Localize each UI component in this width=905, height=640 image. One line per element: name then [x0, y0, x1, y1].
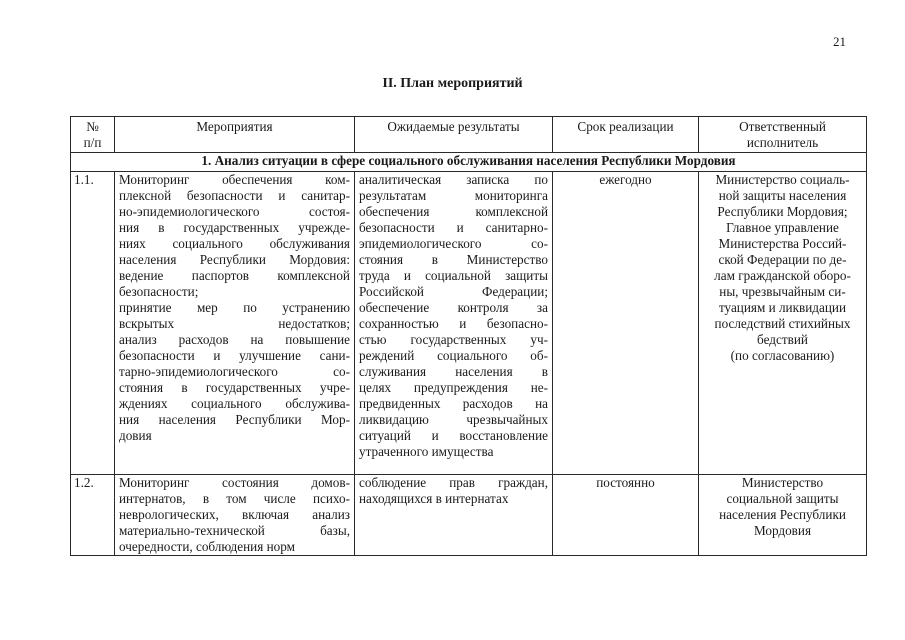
activities-cell	[115, 172, 355, 475]
activities-cell-line: анализ расходов на повышение	[119, 332, 350, 347]
results-cell-line: служивания населения в	[359, 364, 548, 379]
results-cell-line: соблюдение прав граждан,	[359, 475, 548, 490]
activities-cell	[115, 475, 355, 556]
activities-cell-line: тарно-эпидемиологического со-	[119, 364, 350, 379]
activities-cell-line: ния в государственных учрежде-	[119, 220, 350, 235]
executor-cell-line: бедствий	[757, 332, 808, 347]
executor-cell-line: ной защиты населения	[718, 188, 847, 203]
activities-cell-line: интернатов, в том числе психо-	[119, 491, 350, 506]
header-num-line1: №	[86, 119, 99, 134]
results-cell-line: труда и социальной защиты	[359, 268, 548, 283]
activities-cell-line: Мониторинг обеспечения ком-	[119, 172, 350, 187]
activities-cell-line: плексной безопасности и санитар-	[119, 188, 350, 203]
executor-cell	[699, 172, 867, 475]
results-cell-line: аналитическая записка по	[359, 172, 548, 187]
results-cell-line: целях предупреждения не-	[359, 380, 548, 395]
header-executor	[699, 117, 867, 153]
activities-cell-line: стояния в государственных учре-	[119, 380, 350, 395]
page-number: 21	[833, 34, 846, 49]
executor-cell-line: туациям и ликвидации	[718, 300, 847, 315]
activities-cell-line: безопасности;	[119, 284, 199, 299]
executor-cell-line: Мордовия	[753, 523, 812, 538]
activities-cell-line: неврологических, включая анализ	[119, 507, 350, 522]
results-cell-line: ликвидацию чрезвычайных	[359, 412, 548, 427]
plan-table	[70, 116, 867, 556]
results-cell-line: реждений социального об-	[359, 348, 548, 363]
activities-cell-line: принятие мер по устранению	[119, 300, 350, 315]
table-row	[71, 475, 867, 556]
results-cell	[355, 172, 553, 475]
term-cell: ежегодно	[553, 172, 699, 475]
activities-cell-line: вскрытых недостатков;	[119, 316, 350, 331]
header-results: Ожидаемые результаты	[355, 117, 553, 153]
results-cell-line: стью государственных уч-	[359, 332, 548, 347]
table-header-row	[71, 117, 867, 153]
header-num	[71, 117, 115, 153]
results-cell-line: обеспечения комплексной	[359, 204, 548, 219]
table-row	[71, 172, 867, 475]
results-cell	[355, 475, 553, 556]
executor-cell-line: (по согласованию)	[730, 348, 835, 363]
activities-cell-line: материально-технической базы,	[119, 523, 350, 538]
executor-cell-line: лам гражданской оборо-	[714, 268, 851, 283]
activities-cell-line: ниях социального обслуживания	[119, 236, 350, 251]
results-cell-line: Российской Федерации;	[359, 284, 548, 299]
results-cell-line: стояния в Министерство	[359, 252, 548, 267]
executor-cell-line: Министерства Россий-	[718, 236, 847, 251]
results-cell-line: эпидемиологического со-	[359, 236, 548, 251]
results-cell-line: предвиденных расходов на	[359, 396, 548, 411]
group-title: 1. Анализ ситуации в сфере социального обслуживания населения Республики Мордовия	[71, 153, 867, 172]
term-cell: постоянно	[553, 475, 699, 556]
header-num-line2: п/п	[83, 135, 102, 150]
executor-cell-line: ны, чрезвычайным си-	[719, 284, 846, 299]
results-cell-line: сохранностью и безопасно-	[359, 316, 548, 331]
header-term: Срок реализации	[553, 117, 699, 153]
activities-cell-line: очередности, соблюдения норм	[119, 539, 295, 554]
executor-cell-line: последствий стихийных	[714, 316, 851, 331]
executor-cell-line: Министерство	[741, 475, 824, 490]
row-number: 1.1.	[71, 172, 115, 475]
executor-cell	[699, 475, 867, 556]
results-cell-line: утраченного имущества	[359, 444, 494, 459]
activities-cell-line: безопасности и улучшение сани-	[119, 348, 350, 363]
activities-cell-line: довия	[119, 428, 152, 443]
activities-cell-line: Мониторинг состояния домов-	[119, 475, 350, 490]
executor-cell-line: населения Республики	[719, 507, 846, 522]
executor-cell-line: Главное управление	[726, 220, 839, 235]
row-number: 1.2.	[71, 475, 115, 556]
executor-cell-line: Министерство социаль-	[715, 172, 850, 187]
executor-cell-line: социальной защиты	[726, 491, 839, 506]
results-cell-line: ситуаций и восстановление	[359, 428, 548, 443]
activities-cell-line: ждениях социального обслужива-	[119, 396, 350, 411]
activities-cell-line: ведение паспортов комплексной	[119, 268, 350, 283]
group-title-row	[71, 153, 867, 172]
activities-cell-line: ния населения Республики Мор-	[119, 412, 350, 427]
executor-cell-line: Республики Мордовия;	[717, 204, 848, 219]
header-activities: Мероприятия	[115, 117, 355, 153]
activities-cell-line: населения Республики Мордовия:	[119, 252, 350, 267]
activities-cell-line: но-эпидемиологического состоя-	[119, 204, 350, 219]
results-cell-line: безопасности и санитарно-	[359, 220, 548, 235]
header-executor-line1: Ответственный	[739, 119, 826, 134]
results-cell-line: обеспечение контроля за	[359, 300, 548, 315]
results-cell-line: находящихся в интернатах	[359, 491, 509, 506]
section-title: II. План мероприятий	[382, 76, 523, 91]
results-cell-line: результатам мониторинга	[359, 188, 548, 203]
header-executor-line2: исполнитель	[746, 135, 819, 150]
executor-cell-line: ской Федерации по де-	[718, 252, 847, 267]
